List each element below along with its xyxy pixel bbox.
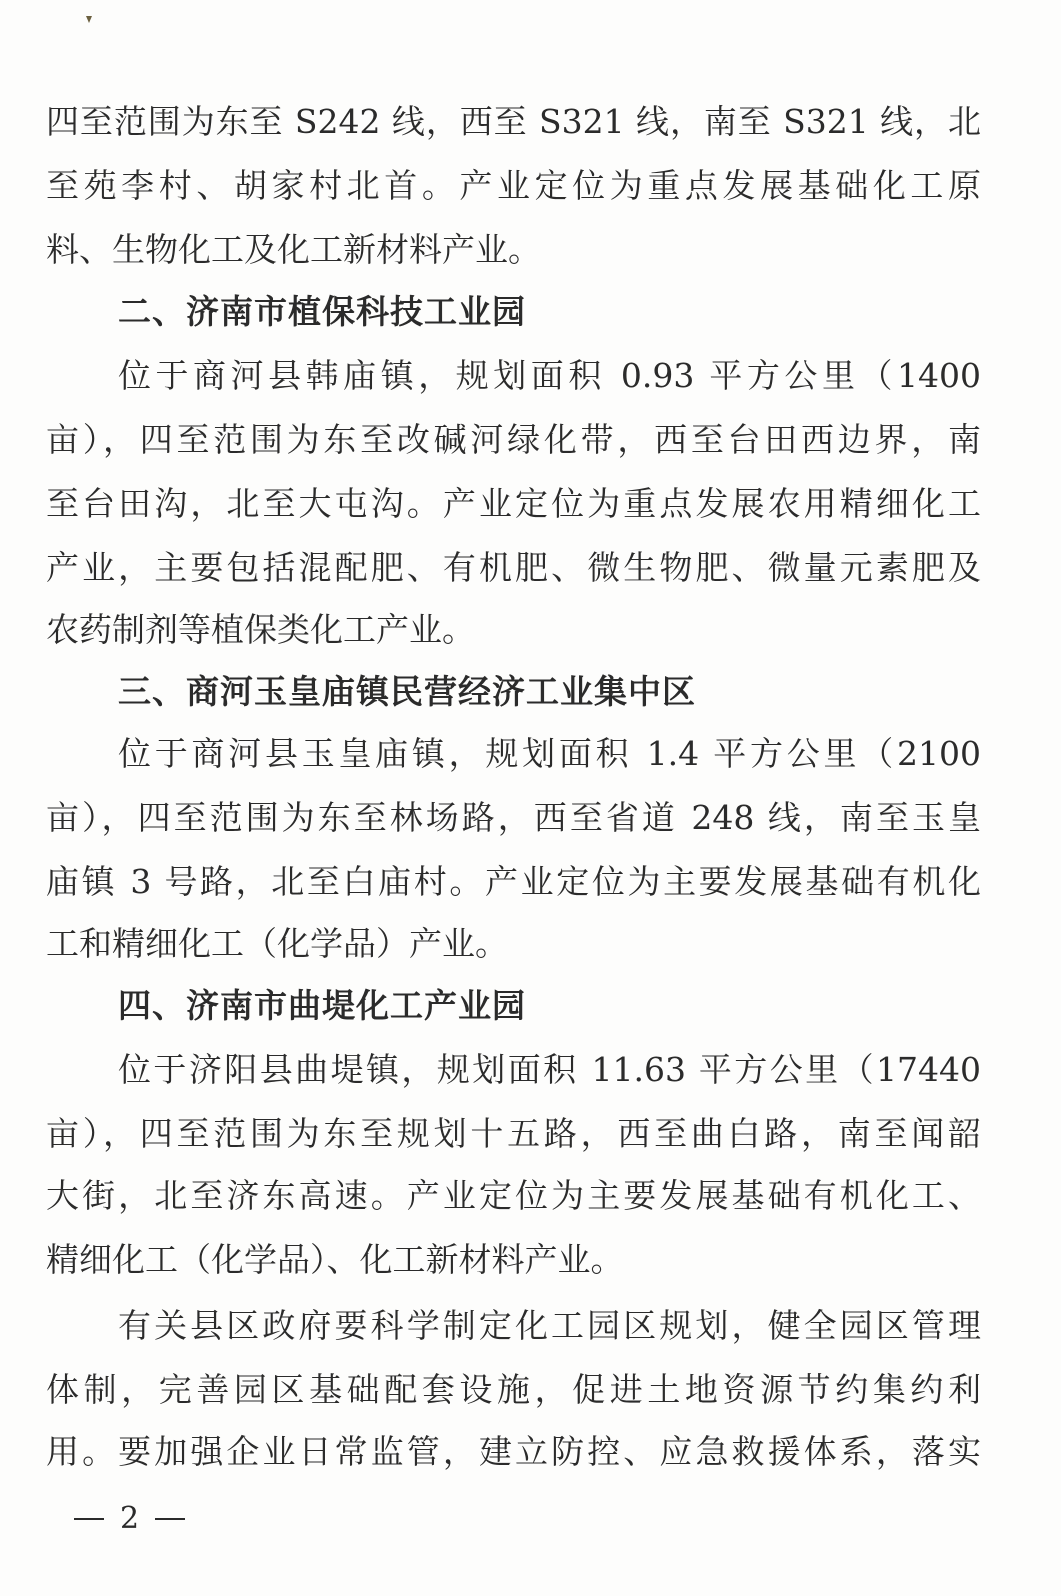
paragraph-line: 亩），四至范围为东至改碱河绿化带，西至台田西边界，南 <box>46 420 981 459</box>
paragraph-line: 产业，主要包括混配肥、有机肥、微生物肥、微量元素肥及 <box>46 548 981 587</box>
paragraph-line: 精细化工（化学品）、化工新材料产业。 <box>46 1240 624 1279</box>
paragraph-line: 大街，北至济东高速。产业定位为主要发展基础有机化工、 <box>46 1176 981 1215</box>
page-number: 2 <box>120 1501 140 1536</box>
paragraph-line: 有关县区政府要科学制定化工园区规划，健全园区管理 <box>118 1306 981 1345</box>
paragraph-line: 位于商河县玉皇庙镇，规划面积 1.4 平方公里（2100 <box>118 734 981 773</box>
paragraph-line: 体制，完善园区基础配套设施，促进土地资源节约集约利 <box>46 1370 981 1409</box>
page-footer <box>58 1494 201 1544</box>
paragraph-line: 位于济阳县曲堤镇，规划面积 11.63 平方公里（17440 <box>118 1050 981 1089</box>
paragraph-line: 至苑李村、胡家村北首。产业定位为重点发展基础化工原 <box>46 166 981 205</box>
paragraph-line: 料、生物化工及化工新材料产业。 <box>46 230 541 269</box>
paragraph-line: 至台田沟，北至大屯沟。产业定位为重点发展农用精细化工 <box>46 484 981 523</box>
paragraph-line: 四至范围为东至 S242 线，西至 S321 线，南至 S321 线，北 <box>46 102 981 141</box>
section-heading-4: 四、济南市曲堤化工产业园 <box>118 986 526 1025</box>
footer-dash-right <box>155 1518 185 1520</box>
paragraph-line: 农药制剂等植保类化工产业。 <box>46 610 475 649</box>
section-heading-3: 三、商河玉皇庙镇民营经济工业集中区 <box>118 672 696 711</box>
paragraph-line: 工和精细化工（化学品）产业。 <box>46 924 508 963</box>
paragraph-line: 庙镇 3 号路，北至白庙村。产业定位为主要发展基础有机化 <box>46 862 981 901</box>
section-heading-2: 二、济南市植保科技工业园 <box>118 292 526 331</box>
scan-speck <box>86 16 92 23</box>
paragraph-line: 亩），四至范围为东至林场路，西至省道 248 线，南至玉皇 <box>46 798 981 837</box>
paragraph-line: 用。要加强企业日常监管，建立防控、应急救援体系，落实 <box>46 1432 981 1471</box>
paragraph-line: 亩），四至范围为东至规划十五路，西至曲白路，南至闻韶 <box>46 1114 981 1153</box>
paragraph-line: 位于商河县韩庙镇，规划面积 0.93 平方公里（1400 <box>118 356 981 395</box>
footer-dash-left <box>74 1518 104 1520</box>
